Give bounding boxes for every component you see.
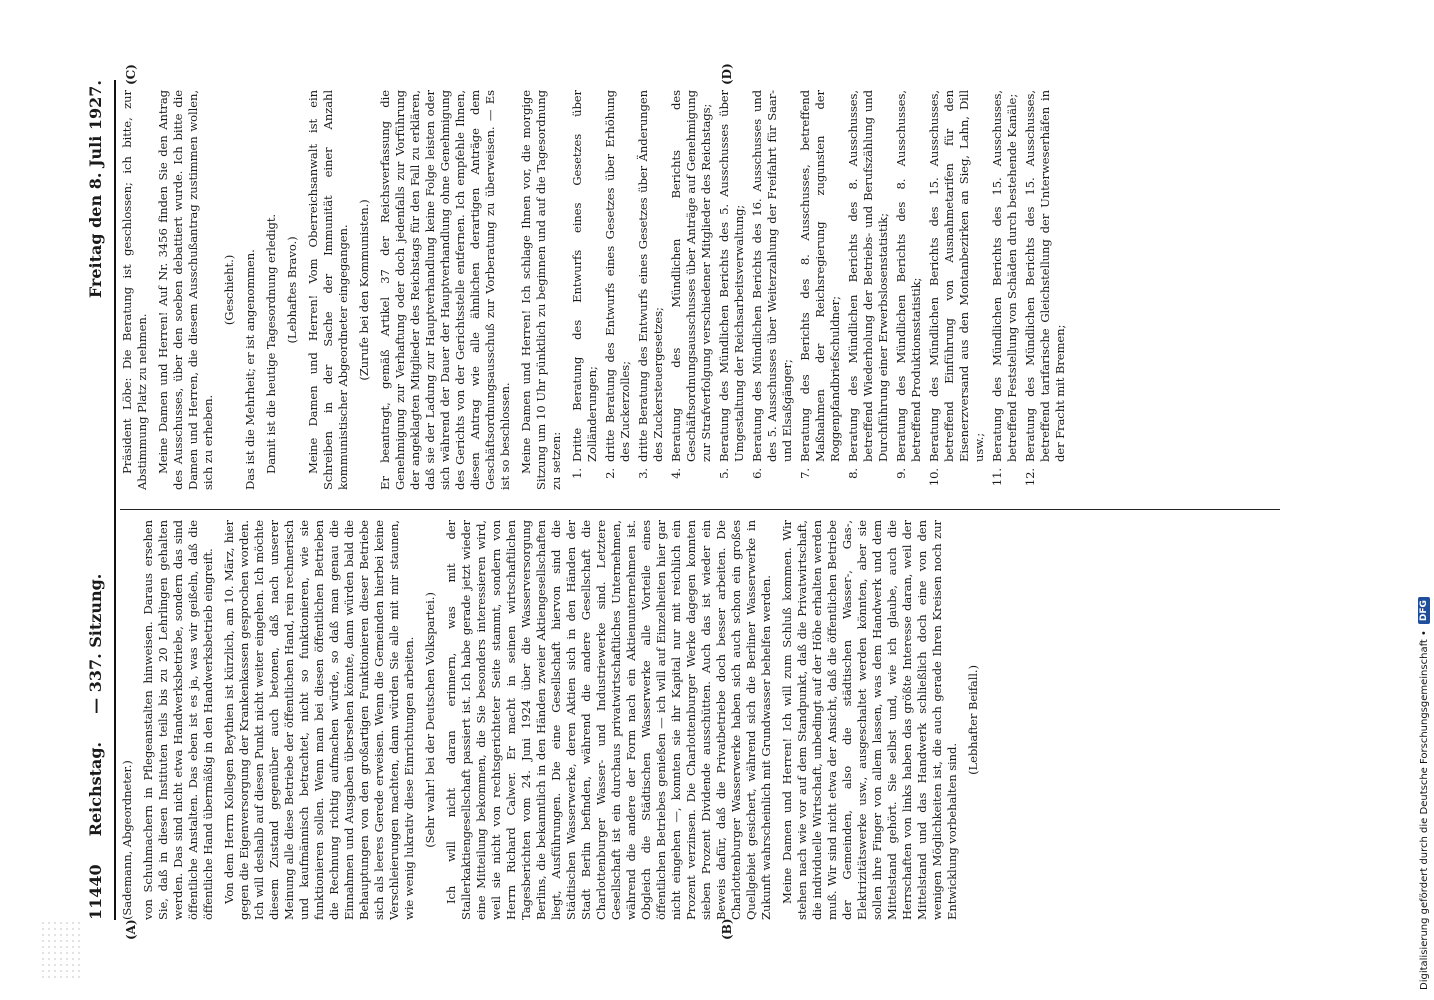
header-left [86,574,105,920]
margin-mark-b: (B) [720,918,734,940]
agenda-item-number: 4. [669,468,683,479]
digitization-text: Digitalisierung gefördert durch die Deutsche Forschungsgemeinschaft • [1418,630,1430,990]
agenda-item-text: Dritte Beratung des Entwurfs eines Gesetzes über Zolländerungen; [570,90,599,462]
page-header [80,80,116,920]
agenda-item-text: Beratung des Berichts des 8. Ausschusses, betreffend Maßnahmen der Reichsregierung zugunsten der Roggenpfandbriefschuldner; [798,90,842,462]
agenda-item-number: 7. [798,468,812,479]
agenda-item [750,90,795,490]
margin-mark-d: (D) [720,63,734,85]
agenda-item [894,90,924,490]
agenda-item-text: Beratung des Mündlichen Berichts des 15. Ausschusses, betreffend Einführung von Ausnahmetarifen für den Eisenerzversand aus den Montanbezirken an Sieg, Lahn, Dill usw.; [927,90,986,462]
agenda-item-number: 3. [636,468,650,479]
agenda-item [636,90,666,490]
agenda-item [669,90,714,490]
paragraph: Meine Damen und Herren! Ich schlage Ihnen vor, die morgige Sitzung um 10 Uhr pünktlich zu beginnen und auf die Tagesordnung zu setzen: [519,90,563,490]
agenda-item-text: Beratung des Mündlichen Berichts des 5. Ausschusses über Umgestaltung der Reichsarbeitsverwaltung; [717,90,746,462]
agenda-item [603,90,633,490]
header-session: — 337. Sitzung. [85,573,105,714]
agenda-item [1023,90,1068,490]
paragraph: Meine Damen und Herren! Ich will zum Schluß kommen. Wir stehen nach wie vor auf dem Standpunkt, daß die Privatwirtschaft, die individuelle Wirtschaft, unbedingt auf der Höhe erhalten werden muß. Wir sind nicht etwa der Ansicht, daß die öffentlichen Betriebe der Gemeinden, also die städtischen Wasser-, Gas-, Elektrizitätswerke usw., ausgeschaltet werden könnten, aber sie sollen ihre Finger von allem lassen, was dem Handwerk und dem Mittelstand gehört. Sie selbst und, wie ich glaube, auch die Herrschaften von links haben das größte Interesse daran, weil der Mittelstand und das Handwerk schließlich doch eine von den wenigen Möglichkeiten ist, die auch gerade Ihren Kreisen noch zur Entwicklung vorbehalten sind. [780,520,959,920]
column-left [120,520,987,920]
column-divider [120,509,1280,510]
agenda-item-text: dritte Beratung des Entwurfs eines Gesetzes über Änderungen des Zuckersteuergesetzes; [636,90,665,462]
paragraph: Präsident Löbe: Die Beratung ist geschlossen; ich bitte, zur Abstimmung Platz zu nehmen. [120,90,149,490]
agenda-item-text: Beratung des Mündlichen Berichts des 8. Ausschusses, betreffend Produktionsstatistik; [894,90,923,462]
dfg-logo: DFG [1418,597,1430,624]
page-number: 11440 [85,864,105,920]
margin-mark-c: (C) [124,64,138,85]
scan-noise [40,920,80,980]
paragraph: Damit ist die heutige Tagesordnung erledigt. [264,214,278,474]
agenda-item [570,90,600,490]
agenda-item-number: 2. [603,468,617,479]
agenda-item-text: Beratung des Mündlichen Berichts des 8. Ausschusses, betreffend Wiederholung der Betriebs- und Berufszählung und Durchführung einer Erwerbslosenstatistik; [846,90,890,462]
interjection: (Zurufe bei den Kommunisten.) [357,199,371,381]
agenda-item [990,90,1020,490]
agenda-item [798,90,843,490]
paragraph: Das ist die Mehrheit; er ist angenommen. [243,249,257,490]
paragraph: Er beantragt, gemäß Artikel 37 der Reichsverfassung die Genehmigung zur Verhaftung oder doch jedenfalls zur Vorführung der angeklagten Mitglieder des Reichstags für den Fall zu erklären, daß sie der Ladung zur Hauptverhandlung keine Folge leisten oder sich während der Dauer der Hauptverhandlung ohne Genehmigung des Gerichts von der Gerichtsstelle entfernen. Ich empfehle Ihnen, diesen Antrag wie alle ähnlichen derartigen Anträge dem Geschäftsordnungsausschuß zur Vorberatung zu überweisen. — Es ist so beschlossen. [378,90,512,490]
margin-mark-a: (A) [124,919,138,940]
agenda-list [570,90,1068,490]
header-date: Freitag den 8. Juli 1927. [85,80,105,299]
interjection: (Geschieht.) [222,254,236,326]
agenda-item-text: Beratung des Mündlichen Berichts des 15. Ausschusses, betreffend Feststellung von Schäden durch bestehende Kanäle; [990,90,1019,462]
agenda-item-text: Beratung des Mündlichen Berichts des 16. Ausschusses und des 5. Ausschusses über Weiterzahlung der Freifahrt für Saar- und Elsaßgänger; [750,90,794,462]
interjection: (Sehr wahr! bei der Deutschen Volkspartei.) [423,592,437,848]
column-right [120,90,1071,490]
agenda-item-number: 5. [717,468,731,479]
paragraph: Ich will nicht daran erinnern, was mit der Stallerkaktiengesellschaft passiert ist. Ich habe gerade jetzt wieder eine Mitteilung bekommen, die Sie besonders interessieren wird, weil sie nicht von rechtsgerichteter Seite stammt, sondern von Herrn Richard Calwer. Er macht in seinen wirtschaftlichen Tagesberichten vom 24. Juni 1924 über die Wasserversorgung Berlins, die bekanntlich in den Händen zweier Aktiengesellschaften liegt, Ausführungen. Die eine Gesellschaft hiervon sind die Städtischen Wasserwerke, deren Aktien sich in den Händen der Stadt Berlin befinden, während die andere Gesellschaft die Charlottenburger Wasser- und Industriewerke sind. Letztere Gesellschaft ist ein durchaus privatwirtschaftliches Unternehmen, während die andere der Form nach ein Aktienunternehmen ist. Obgleich die Städtischen Wasserwerke alle Vorteile eines öffentlichen Betriebes genießen — ich will auf Einzelheiten hier gar nicht eingehen —, konnten sie ihr Kapital nur mit reichlich ein Prozent verzinsen. Die Charlottenburger Werke dagegen konnten sieben Prozent Dividende ausschütten. Auch das ist wieder ein Beweis dafür, daß die Privatbetriebe doch besser arbeiten. Die Charlottenburger Wasserwerke haben sich auch schon ein großes Quellgebiet gesichert, während sich die Berliner Wasserwerke in Zukunft wahrscheinlich mit Grundwasser behelfen werden. [444,520,773,920]
agenda-item-number: 12. [1023,468,1037,487]
agenda-item [717,90,747,490]
agenda-item-number: 6. [750,468,764,479]
agenda-item-number: 11. [990,468,1004,487]
paragraph: Meine Damen und Herren! Vom Oberreichsanwalt ist ein Schreiben in der Sache der Immunität einer Anzahl kommunistischer Abgeordneter eingegangen. [306,90,350,490]
agenda-item [846,90,891,490]
agenda-item-number: 8. [846,468,860,479]
digitization-note [1418,597,1430,990]
paragraph: Von dem Herrn Kollegen Beythien ist kürzlich, am 10. März, hier gegen die Eigenversorgung der Krankenkassen gesprochen worden. Ich will deshalb auf diesen Punkt nicht weiter eingehen. Ich möchte diesem Zustand gegenüber auch betonen, daß nach unserer Meinung alle diese Betriebe der öffentlichen Hand, rein rechnerisch und kaufmännisch betrachtet, nicht so funktionieren, wie sie funktionieren sollen. Wenn man bei diesen öffentlichen Betrieben die Rechnung richtig aufmachen würde, so daß man genau die Einnahmen und Ausgaben übersehen könnte, dann würden bald die Behauptungen von den großartigen Funktionieren dieser Betriebe sich als leeres Gerede erweisen. Wenn die Gemeinden hierbei keine Verschleierungen machten, dann würden Sie alle mit mir staunen, wie wenig lukrativ diese Einrichtungen arbeiten. [222,520,416,920]
agenda-item-number: 9. [894,468,908,479]
agenda-item-number: 1. [570,468,584,479]
agenda-item-text: Beratung des Mündlichen Berichts des 15. Ausschusses, betreffend tarifarische Gleichstellung der Unterweserhäfen in der Fracht mit Bremen; [1023,90,1067,462]
agenda-item-text: Beratung des Mündlichen Berichts des Geschäftsordnungsausschusses über Anträge auf Genehmigung zur Strafverfolgung verschiedener Mitglieder des Reichstags; [669,90,713,462]
paragraph: von Schuhmachern in Pflegeanstalten hinweisen. Daraus ersehen Sie, daß in diesen Instituten teils bis zu 20 Lehrlingen gehalten werden. Das sind nicht etwa Handwerksbetriebe, sondern das sind öffentliche Anstalten. Das eben ist es ja, was wir geißeln, daß die öffentliche Hand übermäßig in den Handwerksbetrieb eingreift. [141,520,215,920]
agenda-item [927,90,987,490]
agenda-item-number: 10. [927,468,941,487]
document-page [80,60,1330,940]
paragraph: Meine Damen und Herren! Auf Nr. 3456 finden Sie den Antrag des Ausschusses, über den soeben debattiert wurde. Ich bitte die Damen und Herren, die diesem Ausschußantrag zustimmen wollen, sich zu erheben. [156,90,215,490]
speaker-label: (Sademann, Abgeordneter.) [120,760,134,920]
interjection: (Lebhaftes Bravo.) [285,236,299,344]
agenda-item-text: dritte Beratung des Entwurfs eines Gesetzes über Erhöhung des Zuckerzolles; [603,90,632,462]
header-body: Reichstag. [85,741,105,837]
interjection: (Lebhafter Beifall.) [966,665,980,775]
